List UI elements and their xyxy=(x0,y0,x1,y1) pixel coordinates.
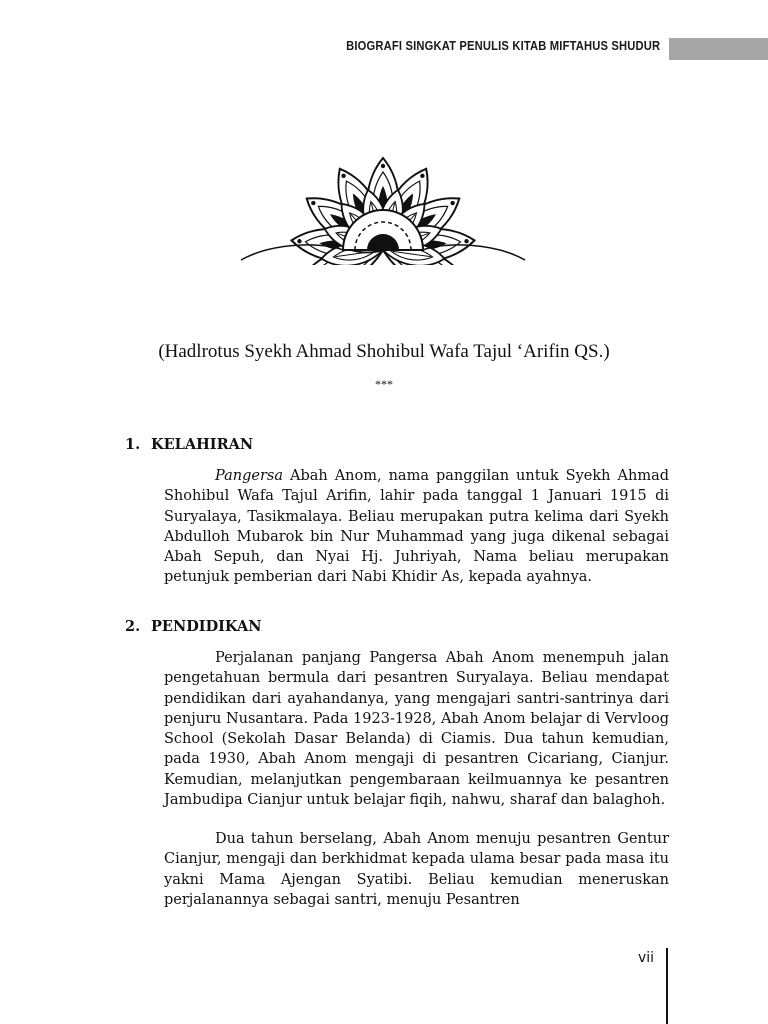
section-separator: *** xyxy=(375,377,393,391)
mandala-ornament-icon xyxy=(228,90,538,265)
header-title: BIOGRAFI SINGKAT PENULIS KITAB MIFTAHUS SHUDUR xyxy=(345,38,660,53)
section-title: KELAHIRAN xyxy=(151,436,254,453)
paragraph-lead-italic: Pangersa xyxy=(215,468,283,484)
page-number: vii xyxy=(638,950,655,966)
section-title: PENDIDIKAN xyxy=(151,618,262,635)
section-heading-kelahiran xyxy=(125,436,253,453)
header-bar xyxy=(669,38,768,60)
page-rule xyxy=(666,948,668,1024)
section-heading-pendidikan xyxy=(125,618,261,635)
section-number: 1. xyxy=(125,436,141,453)
section-number: 2. xyxy=(125,618,141,635)
paragraph-pendidikan-2: Dua tahun berselang, Abah Anom menuju pesantren Gentur Cianjur, mengaji dan berkhidmat kepada ulama besar pada masa itu yakni Mama Ajengan Syatibi. Beliau kemudian meneruskan perjalanannya sebagai santri, menuju Pesantren xyxy=(164,831,669,908)
paragraph-text: Abah Anom, nama panggilan untuk Syekh Ahmad Shohibul Wafa Tajul Arifin, lahir pada tanggal 1 Januari 1915 di Suryalaya, Tasikmalaya. Beliau merupakan putra kelima dari Syekh Abdulloh Mubarok bin Nur Muhammad yang juga dikenal sebagai Abah Sepuh, dan Nyai Hj. Juhriyah, Nama beliau merupakan petunjuk pemberian dari Nabi Khidir As, kepada ayahnya. xyxy=(164,468,669,586)
paragraph-pendidikan-1: Perjalanan panjang Pangersa Abah Anom menempuh jalan pengetahuan bermula dari pesantren Suryalaya. Beliau mendapat pendidikan dari ayahandanya, yang mengajari santri-santrinya dari penjuru Nusantara. Pada 1923-1928, Abah Anom belajar di Vervloog School (Sekolah Dasar Belanda) di Ciamis. Dua tahun kemudian, pada 1930, Abah Anom mengaji di pesantren Cicariang, Cianjur. Kemudian, melanjutkan pengembaraan keilmuannya ke pesantren Jambudipa Cianjur untuk belajar fiqih, nahwu, sharaf dan balaghoh. xyxy=(164,650,669,809)
paragraph-kelahiran xyxy=(164,466,669,588)
photo-caption: (Hadlrotus Syekh Ahmad Shohibul Wafa Tajul ‘Arifin QS.) xyxy=(158,341,610,362)
